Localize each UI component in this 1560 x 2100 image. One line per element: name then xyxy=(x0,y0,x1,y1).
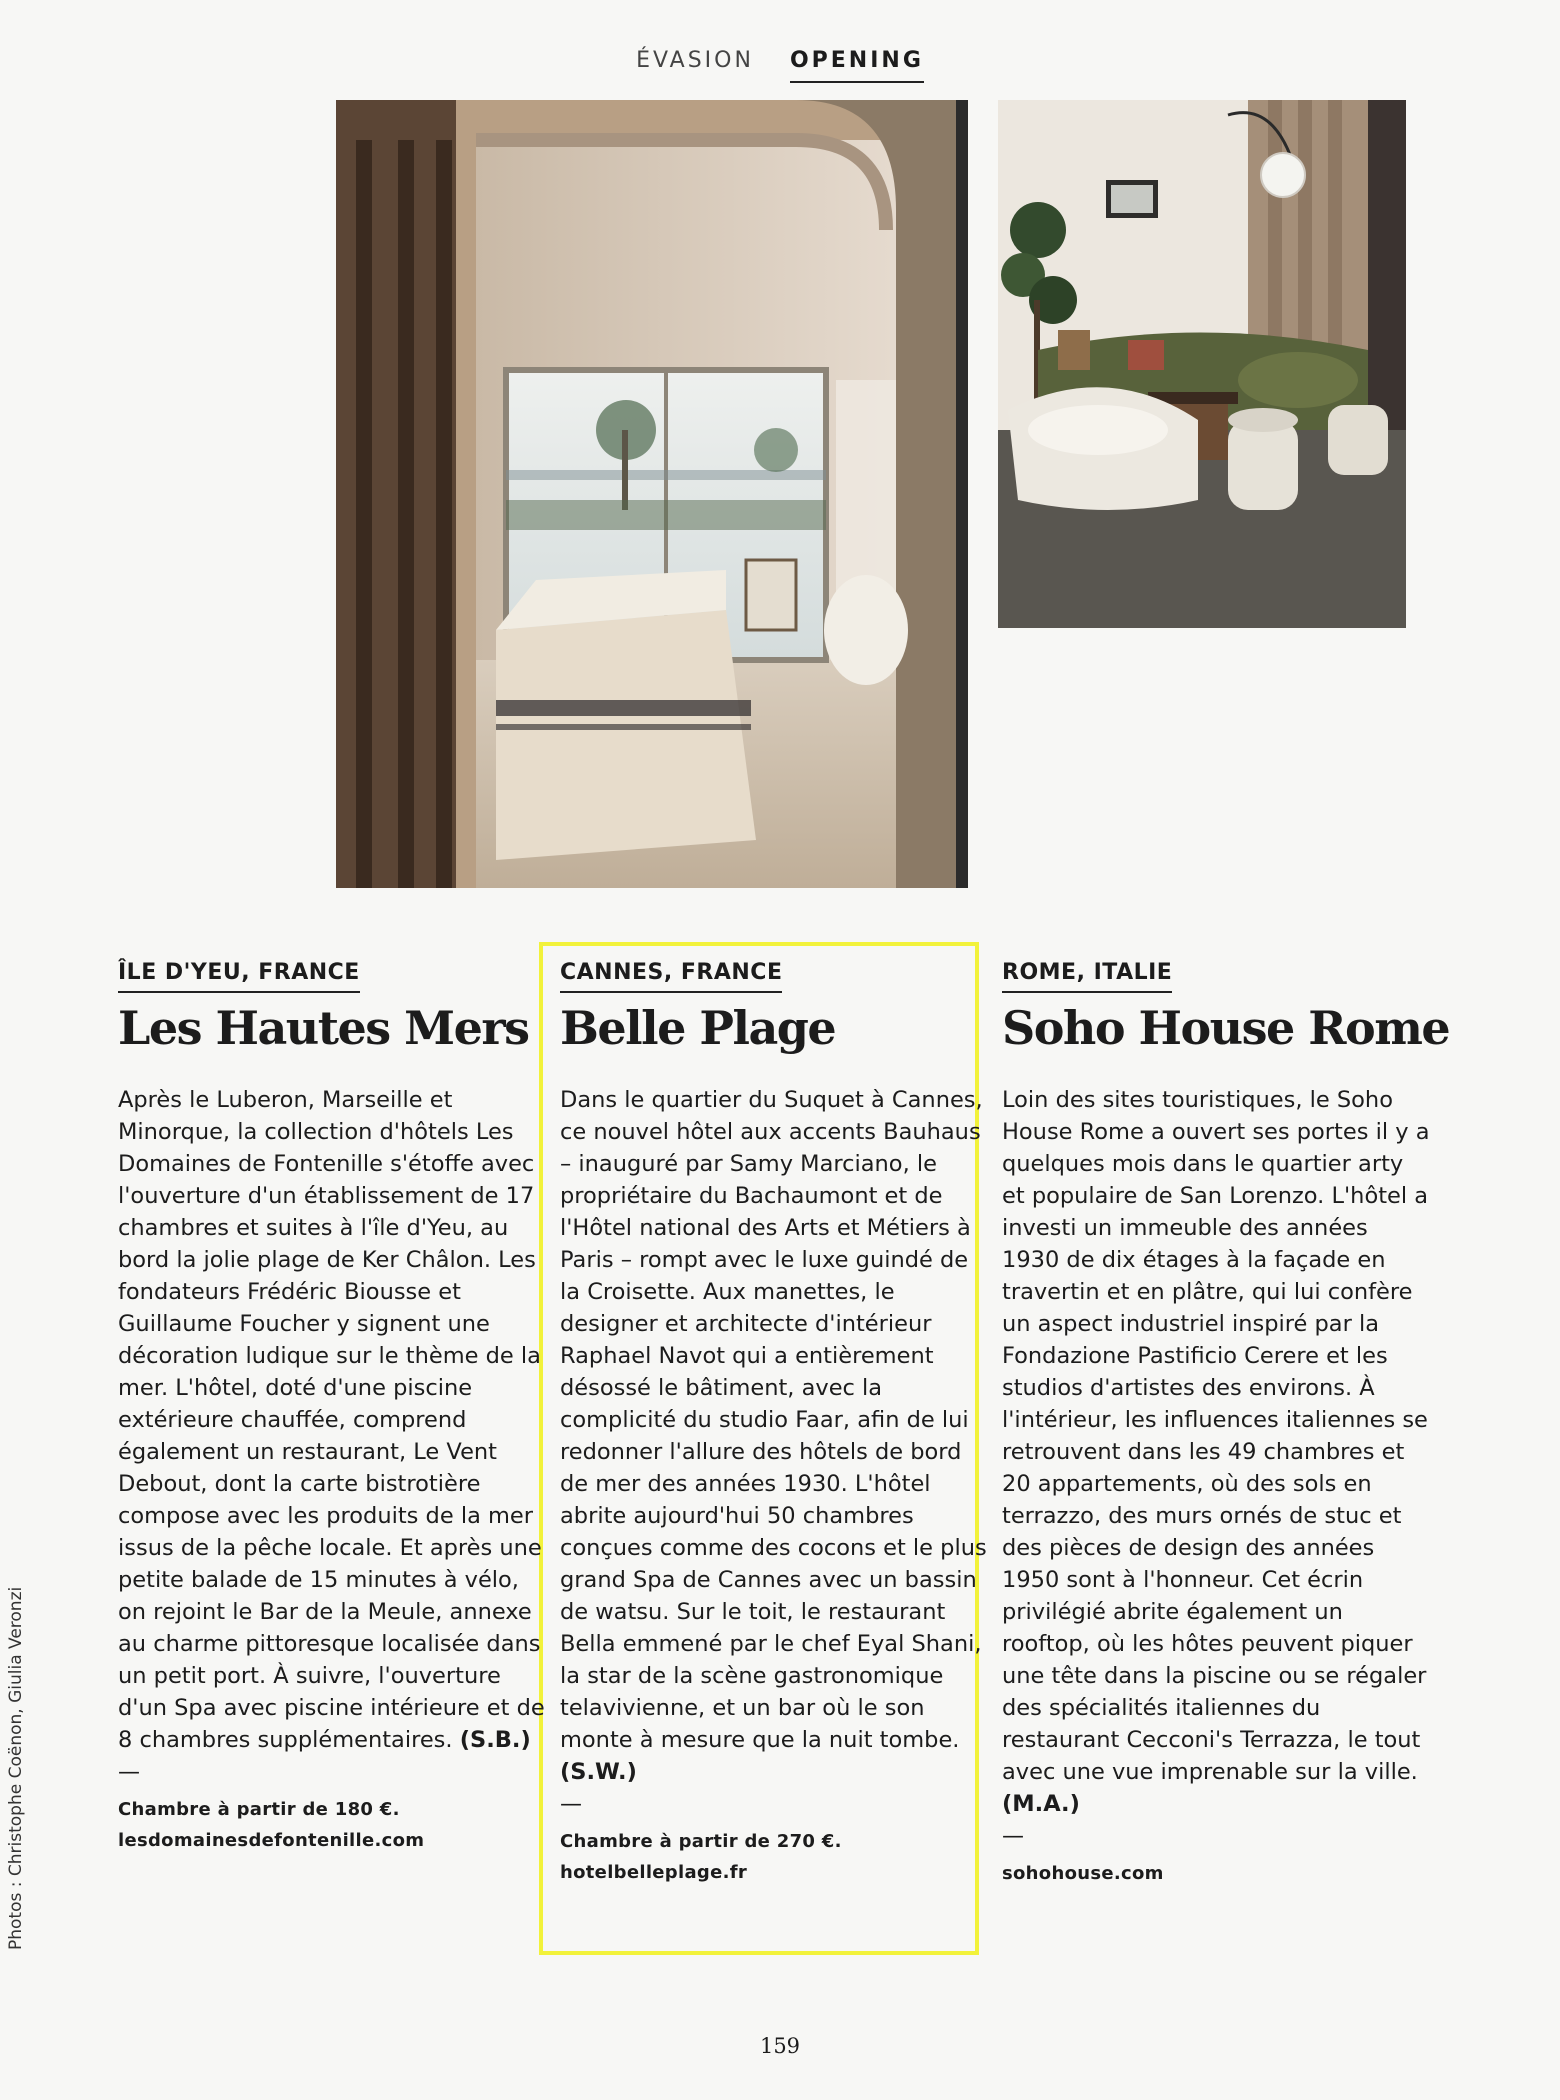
article-location: CANNES, FRANCE xyxy=(560,960,782,993)
separator-dash: — xyxy=(118,1759,140,1785)
article-title: Belle Plage xyxy=(560,1001,836,1055)
separator-dash: — xyxy=(560,1791,582,1817)
author-signature: (M.A.) xyxy=(1002,1790,1080,1817)
page-number: 159 xyxy=(759,2034,801,2058)
article-location: ROME, ITALIE xyxy=(1002,960,1172,993)
article-body-text: Dans le quartier du Suquet à Cannes, ce nouvel hôtel aux accents Bauhaus – inauguré par Samy Marciano, le propriétaire du Bachaumont et de l'Hôtel national des Arts et Métiers à Paris – rompt avec le luxe guindé de la Croisette. Aux manettes, le designer et architecte d'intérieur Raphael Navot qui a entièrement désossé le bâtiment, avec la complicité du studio Faar, afin de lui redonner l'allure des hôtels de bord de mer des années 1930. L'hôtel abrite aujourd'hui 50 chambres conçues comme des cocons et le plus grand Spa de Cannes avec un bassin de watsu. Sur le toit, le restaurant Bella emmené par le chef Eyal Shani, la star de la scène gastronomique telavivienne, et un bar où le son monte à mesure que la nuit tombe. xyxy=(560,1086,987,1753)
article-belle-plage xyxy=(560,940,990,1883)
article-les-hautes-mers xyxy=(118,940,548,1851)
subsection-label: OPENING xyxy=(790,48,924,83)
photo-credit: Photos : Christophe Coënon, Giulia Veronzi xyxy=(6,1586,26,1950)
author-signature: (S.B.) xyxy=(459,1726,531,1753)
bedroom-photo xyxy=(336,100,968,888)
website-link[interactable]: lesdomainesdefontenille.com xyxy=(118,1829,425,1851)
article-title: Soho House Rome xyxy=(1002,1001,1450,1055)
article-body xyxy=(560,1084,990,1788)
price-info: Chambre à partir de 180 €. xyxy=(118,1798,400,1820)
bedroom-photo-illustration xyxy=(336,100,968,888)
separator-dash: — xyxy=(1002,1823,1024,1849)
page-header xyxy=(0,48,1560,73)
article-body xyxy=(118,1084,548,1756)
article-body xyxy=(1002,1084,1432,1820)
article-body-text: Loin des sites touristiques, le Soho House Rome a ouvert ses portes il y a quelques mois dans le quartier arty et populaire de San Lorenzo. L'hôtel a investi un immeuble des années 1930 de dix étages à la façade en travertin et en plâtre, qui lui confère un aspect industriel inspiré par la Fondazione Pastificio Cerere et les studios d'artistes des environs. À l'intérieur, les influences italiennes se retrouvent dans les 49 chambres et 20 appartements, où des sols en terrazzo, des murs ornés de stuc et des pièces de design des années 1950 sont à l'honneur. Cet écrin privilégié abrite également un rooftop, où les hôtes peuvent piquer une tête dans la piscine ou se régaler des spécialités italiennes du restaurant Cecconi's Terrazza, le tout avec une vue imprenable sur la ville. xyxy=(1002,1086,1430,1785)
article-body-text: Après le Luberon, Marseille et Minorque, la collection d'hôtels Les Domaines de Fontenille s'étoffe avec l'ouverture d'un établissement de 17 chambres et suites à l'île d'Yeu, au bord la jolie plage de Ker Châlon. Les fondateurs Frédéric Biousse et Guillaume Foucher y signent une décoration ludique sur le thème de la mer. L'hôtel, doté d'une piscine extérieure chauffée, comprend également un restaurant, Le Vent Debout, dont la carte bistrotière compose avec les produits de la mer issus de la pêche locale. Et après une petite balade de 15 minutes à vélo, on rejoint le Bar de la Meule, annexe au charme pittoresque localisée dans un petit port. À suivre, l'ouverture d'un Spa avec piscine intérieure et de 8 chambres supplémentaires. xyxy=(118,1086,545,1753)
living-room-photo xyxy=(998,100,1406,628)
article-title: Les Hautes Mers xyxy=(118,1001,529,1055)
living-room-photo-illustration xyxy=(998,100,1406,628)
price-info: Chambre à partir de 270 €. xyxy=(560,1830,842,1852)
website-link[interactable]: sohohouse.com xyxy=(1002,1862,1164,1884)
author-signature: (S.W.) xyxy=(560,1758,637,1785)
website-link[interactable]: hotelbelleplage.fr xyxy=(560,1861,748,1883)
section-label: ÉVASION xyxy=(636,48,754,73)
article-location: ÎLE D'YEU, FRANCE xyxy=(118,960,360,993)
article-soho-house-rome xyxy=(1002,940,1450,1884)
